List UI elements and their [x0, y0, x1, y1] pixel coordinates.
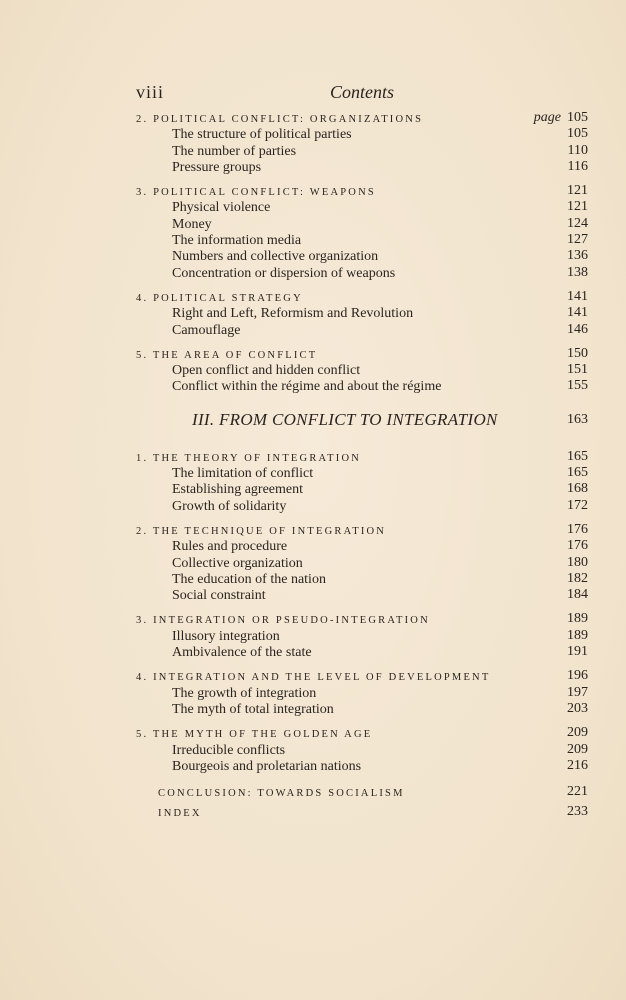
- section-heading-row: [136, 668, 588, 684]
- entry-title: The information media: [172, 233, 302, 249]
- entry-page-number: 110: [567, 142, 588, 158]
- section-page-value: 141: [567, 288, 588, 304]
- end-matter-title: INDEX: [158, 808, 202, 820]
- section-page-number: [567, 346, 588, 362]
- entry-title: Establishing agreement: [172, 482, 304, 498]
- entry-title: Growth of solidarity: [172, 498, 287, 514]
- toc-entry: [136, 232, 588, 248]
- toc-entry: [136, 216, 588, 232]
- toc-entry: [136, 199, 588, 215]
- entry-title: The limitation of conflict: [172, 466, 314, 482]
- section-heading-row: [136, 611, 588, 627]
- toc-entry: [136, 742, 588, 758]
- toc-entry: [136, 758, 588, 774]
- table-of-contents: [136, 110, 588, 822]
- section-page-value: 189: [567, 611, 588, 627]
- section-title: 5. THE AREA OF CONFLICT: [136, 349, 318, 361]
- entry-title: Irreducible conflicts: [172, 742, 286, 758]
- section-page-value: 165: [567, 448, 588, 464]
- entry-page-number: 151: [567, 362, 588, 378]
- entry-page-number: 182: [567, 570, 588, 586]
- entry-title: The myth of total integration: [172, 701, 334, 717]
- entry-page-number: 180: [567, 554, 588, 570]
- entry-title: The number of parties: [172, 143, 297, 159]
- entry-page-number: 216: [567, 757, 588, 773]
- section-page-number: [567, 668, 588, 684]
- entry-title: Physical violence: [172, 200, 271, 216]
- entry-page-number: 197: [567, 684, 588, 700]
- entry-page-number: 136: [567, 248, 588, 264]
- section-page-number: [567, 611, 588, 627]
- section-heading-row: [136, 725, 588, 741]
- entry-page-number: 203: [567, 700, 588, 716]
- toc-entry: [136, 126, 588, 142]
- toc-entry: [136, 248, 588, 264]
- entry-page-number: 138: [567, 264, 588, 280]
- entry-page-number: 209: [567, 741, 588, 757]
- section-page-number: [567, 183, 588, 199]
- entry-title: Ambivalence of the state: [172, 645, 312, 661]
- toc-sections-part3: [136, 449, 588, 774]
- section-page-number: [567, 289, 588, 305]
- section-page-number: [534, 110, 588, 126]
- entry-page-number: 105: [567, 126, 588, 142]
- entry-page-number: 165: [567, 465, 588, 481]
- toc-section: [136, 183, 588, 281]
- part-page-number: 163: [567, 411, 588, 427]
- toc-section: [136, 725, 588, 774]
- toc-entry: [136, 685, 588, 701]
- entry-title: Illusory integration: [172, 628, 280, 644]
- section-page-value: 105: [567, 110, 588, 125]
- section-title: 3. INTEGRATION OR PSEUDO-INTEGRATION: [136, 615, 430, 627]
- toc-entry: [136, 362, 588, 378]
- toc-section: [136, 346, 588, 395]
- folio-number: viii: [136, 82, 165, 102]
- entry-title: Open conflict and hidden conflict: [172, 363, 361, 379]
- toc-section: [136, 668, 588, 717]
- section-page-value: 176: [567, 521, 588, 537]
- end-matter-title: CONCLUSION: TOWARDS SOCIALISM: [158, 788, 405, 800]
- section-page-number: [567, 725, 588, 741]
- entry-title: Camouflage: [172, 322, 241, 338]
- entry-page-number: 191: [567, 644, 588, 660]
- entry-page-number: 116: [567, 158, 588, 174]
- entry-page-number: 168: [567, 481, 588, 497]
- toc-section: [136, 289, 588, 338]
- entry-title: Rules and procedure: [172, 539, 288, 555]
- toc-entry: [136, 587, 588, 603]
- entry-title: Right and Left, Reformism and Revolution: [172, 306, 414, 322]
- section-page-value: 121: [567, 183, 588, 199]
- toc-entry: [136, 538, 588, 554]
- toc-entry: [136, 159, 588, 175]
- toc-entry: [136, 498, 588, 514]
- section-page-number: [567, 449, 588, 465]
- end-matter-page-number: 233: [567, 804, 588, 820]
- section-title: 2. POLITICAL CONFLICT: ORGANIZATIONS: [136, 114, 424, 125]
- entry-page-number: 155: [567, 378, 588, 394]
- toc-entry: [136, 644, 588, 660]
- entry-page-number: 146: [567, 321, 588, 337]
- entry-page-number: 184: [567, 587, 588, 603]
- toc-entry: [136, 305, 588, 321]
- entry-page-number: 127: [567, 232, 588, 248]
- entry-page-number: 176: [567, 538, 588, 554]
- section-heading-row: [136, 110, 588, 126]
- entry-title: The structure of political parties: [172, 127, 352, 143]
- part-heading: [136, 409, 588, 431]
- running-head: Contents: [329, 82, 394, 102]
- entry-title: Numbers and collective organization: [172, 249, 379, 265]
- toc-entry: [136, 143, 588, 159]
- end-matter-row: [136, 802, 588, 822]
- entry-title: Social constraint: [172, 588, 266, 604]
- toc-entry: [136, 701, 588, 717]
- entry-title: Concentration or dispersion of weapons: [172, 265, 396, 281]
- section-title: 5. THE MYTH OF THE GOLDEN AGE: [136, 729, 373, 741]
- section-page-value: 150: [567, 345, 588, 361]
- section-heading-row: [136, 289, 588, 305]
- entry-page-number: 124: [567, 215, 588, 231]
- entry-title: Bourgeois and proletarian nations: [172, 758, 362, 774]
- section-title: 4. POLITICAL STRATEGY: [136, 292, 303, 304]
- toc-entry: [136, 555, 588, 571]
- page-label: page: [533, 110, 561, 125]
- entry-title: The growth of integration: [172, 685, 317, 701]
- section-heading-row: [136, 449, 588, 465]
- entry-title: Collective organization: [172, 555, 303, 571]
- toc-entry: [136, 265, 588, 281]
- section-heading-row: [136, 522, 588, 538]
- toc-entry: [136, 628, 588, 644]
- toc-entry: [136, 481, 588, 497]
- toc-entry: [136, 571, 588, 587]
- entry-title: Money: [172, 216, 212, 232]
- toc-section: [136, 110, 588, 175]
- section-title: 4. INTEGRATION AND THE LEVEL OF DEVELOPMENT: [136, 672, 491, 684]
- toc-section: [136, 522, 588, 603]
- section-page-value: 209: [567, 725, 588, 741]
- page-header: [136, 82, 588, 106]
- section-page-number: [567, 522, 588, 538]
- toc-entry: [136, 465, 588, 481]
- section-heading-row: [136, 183, 588, 199]
- entry-page-number: 172: [567, 497, 588, 513]
- section-title: 3. POLITICAL CONFLICT: WEAPONS: [136, 187, 376, 199]
- toc-entry: [136, 378, 588, 394]
- section-title: 2. THE TECHNIQUE OF INTEGRATION: [136, 525, 387, 537]
- part-title: III. FROM CONFLICT TO INTEGRATION: [192, 409, 498, 429]
- toc-entry: [136, 322, 588, 338]
- toc-sections-part2: [136, 110, 588, 395]
- end-matter-page-number: 221: [567, 784, 588, 800]
- section-heading-row: [136, 346, 588, 362]
- entry-title: Conflict within the régime and about the régime: [172, 379, 442, 395]
- toc-end-matter: [136, 782, 588, 822]
- entry-page-number: 141: [567, 305, 588, 321]
- entry-title: Pressure groups: [172, 159, 262, 175]
- end-matter-row: [136, 782, 588, 802]
- entry-page-number: 121: [567, 199, 588, 215]
- toc-section: [136, 449, 588, 514]
- entry-title: The education of the nation: [172, 571, 326, 587]
- toc-section: [136, 611, 588, 660]
- entry-page-number: 189: [567, 627, 588, 643]
- section-page-value: 196: [567, 668, 588, 684]
- section-title: 1. THE THEORY OF INTEGRATION: [136, 452, 362, 464]
